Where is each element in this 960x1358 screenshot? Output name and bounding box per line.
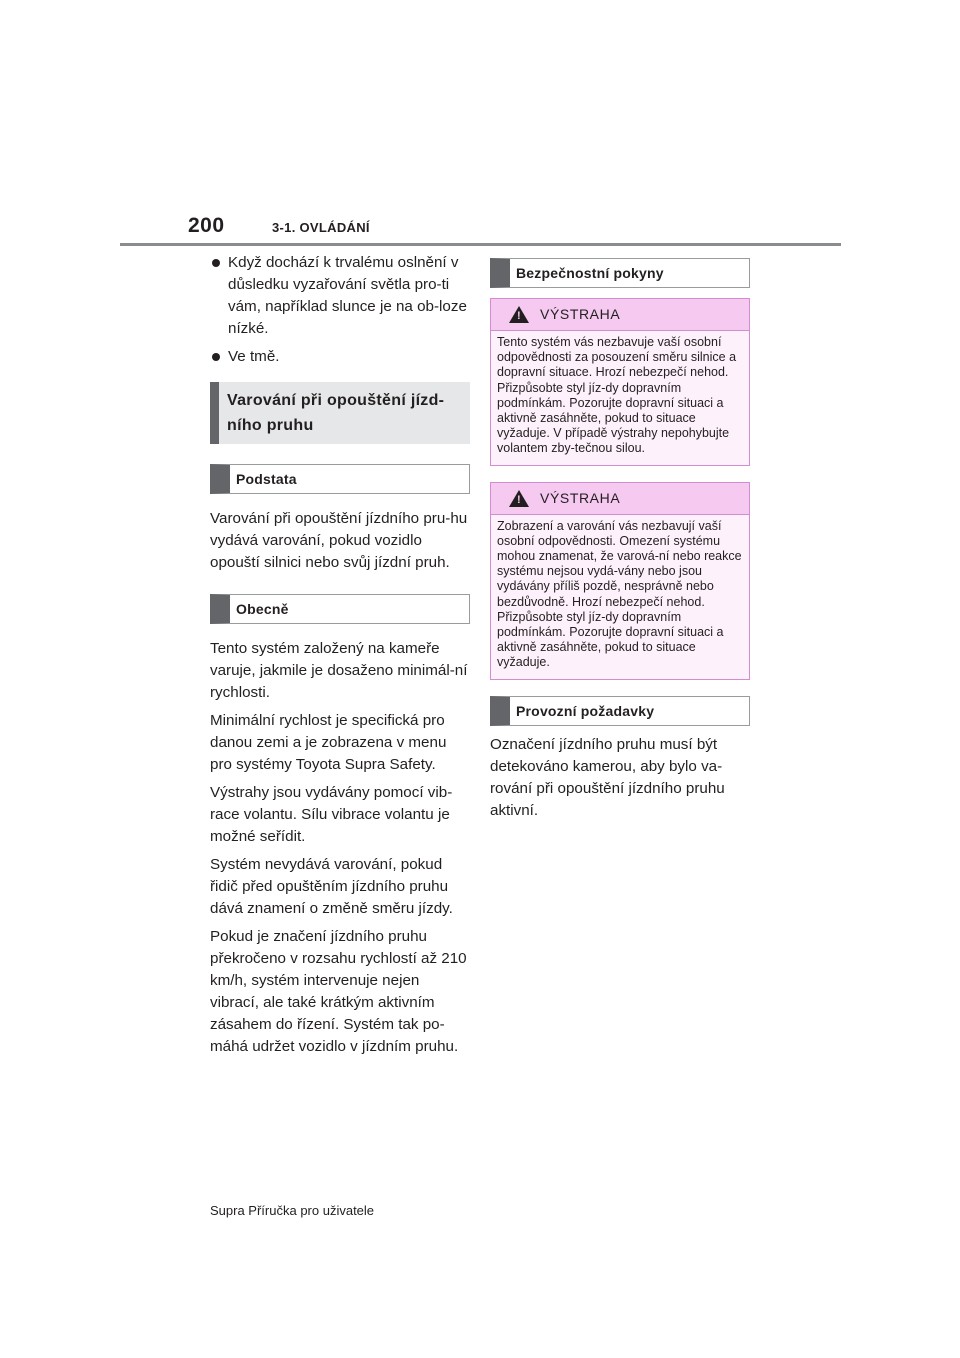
warning-box xyxy=(490,298,750,466)
warning-title: VÝSTRAHA xyxy=(540,489,621,506)
right-column xyxy=(490,258,750,828)
warning-title: VÝSTRAHA xyxy=(540,306,621,322)
paragraph: Minimální rychlost je specifická pro danou zemi a je zobrazena v menu pro systémy Toyota Supra Safety. xyxy=(210,712,447,773)
warning-text: Zobrazení a varování vás nezbavují vaší osobní odpovědnosti. Omezení systému mohou znamenat, že varová-ní nebo reakce systému nejsou vydá-vány nebo jsou vydávány příliš pozdě, nesprávně nebo bezdůvodně. Hrozí nebezpečí nehod. Přizpůsobte styl jíz-dy dopravním podmínkám. Pozorujte dopravní situaci a aktivně zasáhněte, pokud to situace vyžaduje. xyxy=(491,515,749,679)
warning-triangle-icon: ! xyxy=(509,306,529,323)
page-number: 200 xyxy=(188,214,225,237)
subheading-obecne: Obecně xyxy=(210,594,470,624)
subheading-safety: Bezpečnostní pokyny xyxy=(490,258,750,288)
bullet-item: Když dochází k trvalému oslnění v důsledku vyzařování světla pro-ti vám, například slunce je na ob-loze nízké. xyxy=(210,252,470,340)
paragraph: Výstrahy jsou vydávány pomocí vib-race volantu. Sílu vibrace volantu je možné seřídit. xyxy=(210,784,453,845)
paragraph: Tento systém založený na kameře varuje, jakmile je dosaženo minimál-ní rychlosti. xyxy=(210,640,468,701)
subheading-podstata: Podstata xyxy=(210,464,470,494)
main-heading: Varování při opouštění jízd-ního pruhu xyxy=(210,382,470,444)
warning-header xyxy=(491,483,749,515)
left-column xyxy=(210,252,470,1064)
warning-box xyxy=(490,482,750,680)
paragraph: Označení jízdního pruhu musí být detekováno kamerou, aby bylo va-rování při opouštění jízdního pruhu aktivní. xyxy=(490,735,725,819)
warning-header xyxy=(491,299,749,331)
section-title: 3-1. OVLÁDÁNÍ xyxy=(272,220,370,235)
warning-text: Tento systém vás nezbavuje vaší osobní odpovědnosti za posouzení směru silnice a dopravní situace. Hrozí nebezpečí nehod. Přizpůsobte styl jíz-dy dopravním podmínkám. Pozorujte dopravní situaci a aktivně zasáhněte, pokud to situace vyžaduje. V případě výstrahy nepohybujte volantem zby-tečnou silou. xyxy=(491,331,749,465)
paragraph: Systém nevydává varování, pokud řidič před opuštěním jízdního pruhu dává znamení o změně směru jízdy. xyxy=(210,856,453,917)
paragraph: Pokud je značení jízdního pruhu překročeno v rozsahu rychlostí až 210 km/h, systém intervenuje nejen vibrací, ale také krátkým aktivním zásahem do řízení. Systém tak po-máhá udržet vozidlo v jízdním pruhu. xyxy=(210,928,467,1055)
header-divider xyxy=(120,243,841,246)
subheading-requirements: Provozní požadavky xyxy=(490,696,750,726)
paragraph: Varování při opouštění jízdního pru-hu vydává varování, pokud vozidlo opouští silnici nebo svůj jízdní pruh. xyxy=(210,510,468,571)
bullet-item: Ve tmě. xyxy=(210,346,470,368)
warning-triangle-icon: ! xyxy=(509,490,529,507)
footer-text: Supra Příručka pro uživatele xyxy=(210,1203,375,1218)
